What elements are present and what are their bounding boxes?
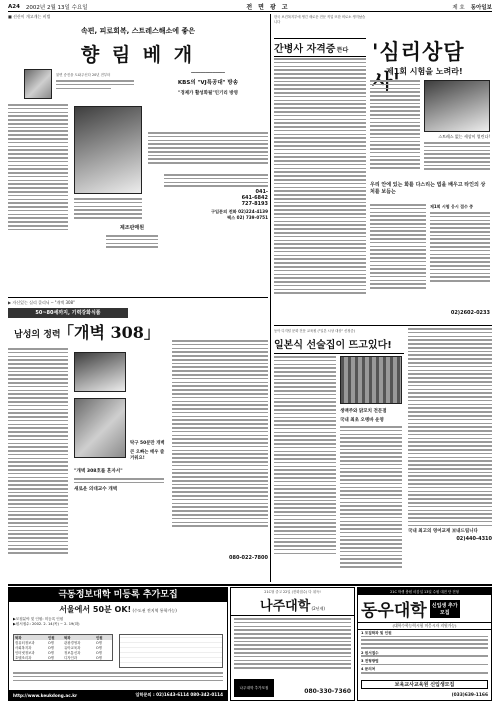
pillow-column-3 [74,198,142,221]
dongwoo-sections [358,630,491,677]
naju-title-row [231,595,354,616]
keukdong-lines [9,615,227,629]
pillow-intro-text [56,72,134,91]
naju-title: 나주대학 [260,599,311,614]
table-cell: 디자인과 [64,656,78,660]
table-cell: O명 [96,641,102,645]
izakaya-photo [340,356,402,404]
pillow-column-1 [8,104,68,233]
izakaya-title: 일본식 선술집이 뜨고있다! [274,336,404,354]
caption-2: 큰 오빠는 매우 즐거워요! [130,450,165,461]
table-header-cell: 인원 [48,636,55,640]
counselor-photo [424,80,490,132]
dongwoo-sub: (대학수학능력시험 미응시자 지원가능) [358,622,491,630]
keukdong-line-1: ▶모집분야 및 인원: 미등록 인원 [13,617,64,621]
ad-keukdong [8,587,228,701]
divider [274,325,492,326]
caption-4: 새로운 의대교수 개벽 [74,486,118,492]
table-cell: 컴퓨터정보과 [15,641,35,645]
counselor-column-2 [424,142,490,172]
table-cell: 정보통신과 [64,651,81,655]
english-title: 국내 최고의 영어교재 보내드립니다 [408,529,478,535]
ad-dongwoo [357,587,492,701]
table-cell: O명 [96,646,102,650]
dongwoo-top-note: 21C 학생 충원 마감일 13일 수원 대전 단 전형 [358,588,491,595]
gaebyeok-phone: 080-022-7800 [229,555,268,561]
caption-3: "개벽 308호를 혼자서" [74,469,123,474]
pillow-product-photo [74,106,142,194]
paper-name: 동아일보 [470,4,492,11]
phone-2: 727-8193 [241,201,268,208]
izakaya-kicker: 동아 디지털 문화 전문 교육원 ("일본 시상 대상" 신청중) [274,329,355,333]
table-cell: O명 [48,646,54,650]
pillow-column-2 [148,132,268,166]
column-divider [270,14,271,582]
pillow-contact-box [106,224,158,250]
phone-3: 구입문의 전화 02)224-4139 [210,209,268,215]
caregiver-title-box [274,38,366,57]
ad-pillow [8,14,268,296]
keukdong-line-2: ▶원서접수: 2002. 2. 14(목) ~ 2. 19(화) [13,622,80,626]
ad-gaebyeok [8,300,268,582]
ad-izakaya [274,328,404,582]
table-cell: 호텔조리과 [15,656,32,660]
ad-naju [230,587,355,701]
keukdong-sub-note: (수도권 전지역 통학가능) [132,608,177,613]
dongwoo-section-1: 1 모집학과 및 인원 [361,631,392,635]
table-header-cell: 학과 [15,636,22,640]
table-cell: 유아교육과 [64,646,81,650]
naju-site: 나주대학 추가모집 [234,679,274,697]
keukdong-sub-row [9,604,227,615]
phone-1: 041- 641-6842 [241,189,268,202]
caption-1: 탁구 50분만 개벽 [130,441,165,446]
counselor-quote-1: 스트레스 없는 세상이 열린다! [438,134,490,139]
naju-phone: 080-330-7360 [304,688,351,695]
keukdong-footer [9,690,227,700]
pillow-subtitle: 속편, 피로회복, 스트레스해소에 좋은 [80,27,196,35]
gaebyeok-column-1 [8,348,68,556]
divider [8,297,268,298]
tv-note: "경제가 활성화될"인기리 방영 [178,91,238,96]
divider [8,584,492,586]
dongwoo-title-row [358,595,491,622]
counselor-headline: '심리상담 [372,39,465,64]
izakaya-sub-1: 생맥주와 닭꼬치 전문점 [340,409,387,414]
keukdong-map [119,634,223,668]
pillow-kicker: ■ 선산이 개고개는 비법 [8,14,51,19]
pillow-title: 향 림 베 개 [80,44,196,66]
tv-box [148,70,268,96]
counselor-quote-2: 우리 안에 있는 화를 다스리는 법을 배우고 타인의 상처를 보듬는 [370,182,486,195]
dongwoo-phone: (033)639-1166 [451,693,488,698]
tv-label: KBS의 "VJ특공대" 방송 [177,80,239,86]
table-cell: O명 [96,656,102,660]
page-header [8,2,492,12]
naju-body [231,616,354,673]
keukdong-title: 극동정보대학 미등록 추가모집 [9,588,227,602]
pillow-phones [164,174,268,221]
gaebyeok-photo-1 [74,352,126,392]
gaebyeok-band: 50~80세까지, 기력강화식품 [8,308,128,318]
izakaya-sub-2: 국내 최초 오뎅바 운영 [340,418,384,423]
counselor-phone: 02)2602-0233 [450,310,490,316]
caregiver-column [274,58,366,296]
izakaya-column-2 [340,408,402,570]
ad-counselor [274,14,492,324]
counselor-column-1 [370,80,420,171]
naju-title-suffix: (2년제) [311,606,325,611]
table-cell: O명 [48,651,54,655]
gaebyeok-captions [130,440,168,464]
izakaya-column-1 [274,356,336,556]
doctor-photo [24,69,52,99]
section-title: 전면광고 [246,4,294,11]
edition-number: 제 호 [452,4,465,11]
keukdong-table [13,634,113,661]
issue-date: 2002년 2월 13일 수요일 [25,4,88,11]
table-cell: 관광경영과 [64,641,81,645]
contact-title: 제조판매원 [119,225,145,231]
table-cell: O명 [96,651,102,655]
table-header-cell: 학과 [64,636,71,640]
keukdong-website[interactable]: http://www.keukdong.ac.kr [13,692,78,698]
dongwoo-section-3: 3 전형방법 [361,659,379,664]
gaebyeok-captions-2 [74,468,164,492]
naju-top-note: 21C형 중고 22일 (전화접수) 다 취득! [264,590,321,594]
keukdong-sub: 서울에서 50분 OK! [59,605,132,614]
dongwoo-footer: 보육교사교육원 신입생모집 [361,680,488,689]
counselor-column-3 [370,204,426,291]
table-cell: O명 [48,656,54,660]
table-cell: 인터넷정보과 [15,651,35,655]
gaebyeok-title: 「개벽 308」 [58,323,160,342]
dongwoo-section-2: 2 원서접수 [361,650,379,655]
table-header-cell: 인원 [96,636,103,640]
table-cell: O명 [48,641,54,645]
gaebyeok-kicker: ▶ 자신있는 실리 클리닉 ─ "개벽 308" [8,300,75,305]
phone-4: 팩스 02) 739-0751 [227,215,268,221]
gaebyeok-sub: 남성의 정력 [14,330,61,340]
caregiver-title-suffix: 뜬다 [336,47,349,54]
ad-english [408,328,492,582]
caregiver-title: 간병사 자격증 [274,44,336,55]
keukdong-fineprint [13,672,223,683]
keukdong-phone: 입학문의 : 02)1643-6114 080-342-0114 [135,692,223,697]
table-cell: 사회복지과 [15,646,32,650]
counselor-registration: 제1회 시험 응시 접수 중 [430,204,474,209]
gaebyeok-column-2 [172,340,268,529]
counselor-headline-sub: 제1회 시험을 노려라! [386,67,463,76]
tv-kicker: ━━━━━━━━━━━━━━ [191,70,225,75]
table-row [14,655,112,660]
dongwoo-title: 동우대학 [361,601,427,621]
counselor-column-4 [430,204,490,284]
page-number: A24 [8,3,20,10]
pillow-tagline: 불면 증진을 도와주신다 20년 전부터 [56,73,111,77]
dongwoo-section-4: 4 문의처 [361,667,376,672]
english-phone: 02)440-4310 [456,536,492,543]
counselor-kicker: 한국 보건복지부에 생긴 새로운 전문 직업 또한 비로소 생겨났습니다 [274,15,366,24]
dongwoo-badge: 신입생 추가모집 [430,600,460,618]
gaebyeok-photo-2 [74,398,126,458]
